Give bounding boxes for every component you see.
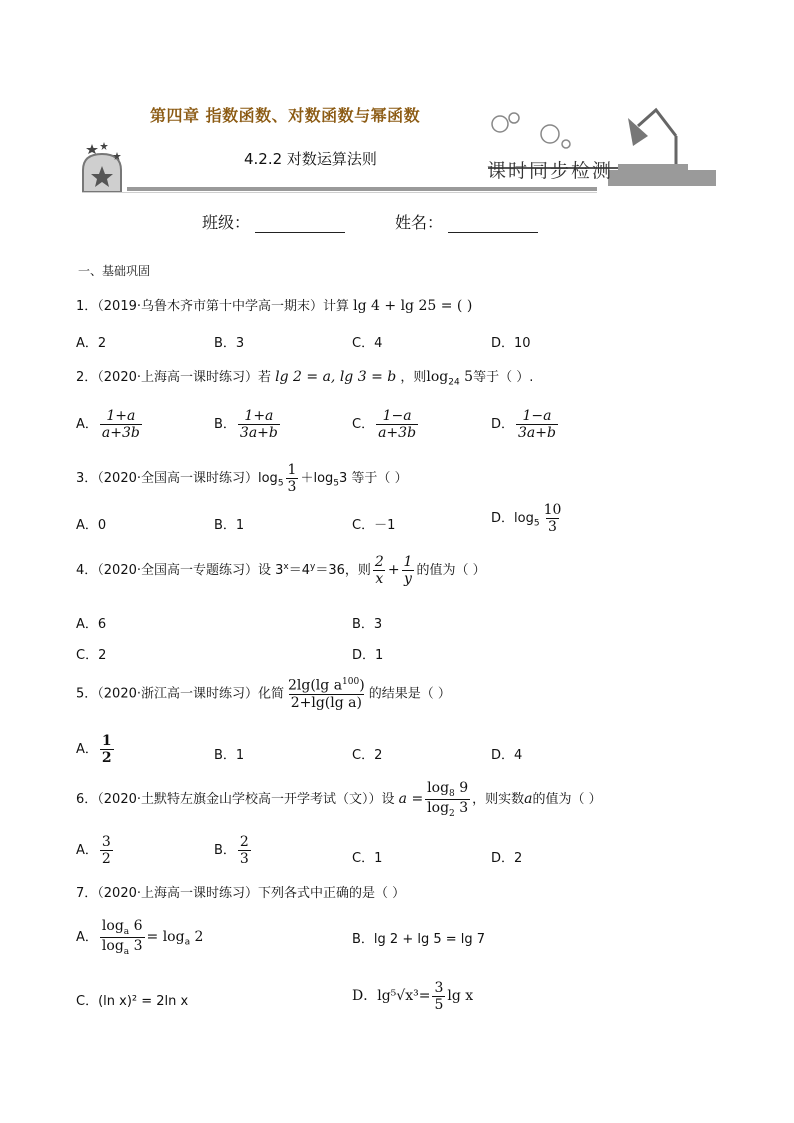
q5-a-label: A． <box>76 742 98 758</box>
q7-option-a[interactable] <box>76 918 203 957</box>
q4-option-b[interactable]: B．3 <box>352 617 383 632</box>
question-2 <box>76 366 533 388</box>
q4-option-c[interactable]: C．2 <box>76 648 107 663</box>
q7-a-num-arg: 6 <box>129 918 143 934</box>
q3-plus: ＋log <box>300 471 334 487</box>
q4-stem: 4．（2020·全国高一专题练习）设 3 <box>76 563 284 579</box>
q3-tail: 3 等于（ ） <box>339 471 408 487</box>
question-5 <box>76 677 451 711</box>
q4-plus: + <box>387 562 400 579</box>
q7-d-end: lg x <box>447 988 474 1005</box>
q3-d-base: 5 <box>533 518 540 529</box>
banner-title: 课时同步检测 <box>487 160 614 182</box>
q2-d-num: 1−a <box>522 408 552 424</box>
q7-option-c[interactable]: C．(ln x)² = 2ln x <box>76 994 189 1009</box>
q3-option-b[interactable]: B．1 <box>214 518 245 533</box>
q6-a-label: A． <box>76 843 98 859</box>
q4-exp-y: y <box>310 561 316 572</box>
q6-b-label: B． <box>214 843 236 859</box>
section-heading: 一、基础巩固 <box>78 264 151 278</box>
q2-a-num: 1+a <box>106 408 136 424</box>
q4-n1: 2 <box>374 554 384 570</box>
q2-expr: lg 2 = a, lg 3 = b <box>275 369 397 385</box>
q5-den: 2+lg(lg a) <box>290 694 362 711</box>
q7-d-eq: = <box>418 988 431 1005</box>
q2-c-label: C． <box>352 417 375 433</box>
q2-d-label: D． <box>491 417 515 433</box>
q5-stem: 5．（2020·浙江高一课时练习）化简 <box>76 686 284 702</box>
q2-option-a[interactable] <box>76 408 144 441</box>
q7-a-rhs: = log <box>146 929 185 946</box>
q1-stem: 1．（2019·乌鲁木齐市第十中学高一期末）计算 <box>76 299 349 314</box>
q5-option-c[interactable]: C．2 <box>352 748 383 763</box>
q5-num-exp: 100 <box>342 677 360 687</box>
q1-option-c[interactable]: C．4 <box>352 336 383 351</box>
q7-option-d[interactable] <box>352 980 473 1013</box>
q7-d-num: 3 <box>434 980 444 996</box>
q7-a-num-base: a <box>123 926 130 937</box>
q6-var: a <box>524 791 533 808</box>
q2-option-b[interactable] <box>214 408 282 441</box>
q6-option-c[interactable]: C．1 <box>352 851 383 866</box>
q3-option-a[interactable]: A．0 <box>76 518 107 533</box>
q1-option-a[interactable]: A．2 <box>76 336 107 351</box>
q2-log-base: 24 <box>448 377 460 388</box>
question-1 <box>76 295 472 314</box>
q6-tail2: 的值为（ ） <box>532 792 602 808</box>
q5-option-a[interactable] <box>76 733 116 766</box>
q3-num: 1 <box>287 462 297 478</box>
question-6 <box>76 780 602 819</box>
class-label: 班级： <box>202 213 251 232</box>
q6-b-num: 2 <box>239 834 249 850</box>
q7-a-den-base: a <box>123 946 130 957</box>
header-emblem <box>80 140 130 195</box>
header-rule-thin <box>82 192 597 193</box>
q4-option-a[interactable]: A．6 <box>76 617 107 632</box>
q4-option-d[interactable]: D．1 <box>352 648 384 663</box>
q6-option-a[interactable] <box>76 834 115 867</box>
q7-a-den-log: log <box>101 938 124 955</box>
q4-d1: x <box>375 571 384 588</box>
q6-stem: 6．（2020·土默特左旗金山学校高一开学考试（文））设 <box>76 792 395 808</box>
q7-a-label: A． <box>76 930 98 946</box>
q2-a-den: a+3b <box>101 425 140 442</box>
q7-d-den: 5 <box>434 997 444 1014</box>
q4-exp-x: x <box>283 561 289 572</box>
q6-den-base: 2 <box>449 808 455 819</box>
q3-base: 5 <box>277 478 284 489</box>
q2-option-d[interactable] <box>491 408 560 441</box>
class-field <box>202 210 345 233</box>
q7-d-label: D．lg <box>352 988 391 1005</box>
q5-option-d[interactable]: D．4 <box>491 748 523 763</box>
q1-option-b[interactable]: B．3 <box>214 336 245 351</box>
q3-option-c[interactable]: C．－1 <box>352 518 396 533</box>
q6-num-log: log <box>427 780 450 796</box>
name-field <box>395 210 538 233</box>
q2-log-arg: 5 <box>459 369 474 385</box>
q2-c-den: a+3b <box>378 425 417 442</box>
q6-den-log: log <box>427 800 450 817</box>
q2-c-num: 1−a <box>382 408 412 424</box>
q4-n2: 1 <box>403 554 413 570</box>
q2-mid: ，则 <box>400 370 427 385</box>
q3-stem: 3．（2020·全国高一课时练习）log <box>76 471 278 487</box>
q5-num-end: ) <box>359 677 365 694</box>
q2-stem: 2．（2020·上海高一课时练习）若 <box>76 370 271 385</box>
q4-d2: y <box>404 571 412 588</box>
question-3 <box>76 462 408 495</box>
q6-a-num: 3 <box>101 834 111 850</box>
q6-den-arg: 3 <box>454 800 469 817</box>
q3-option-d[interactable] <box>491 502 565 535</box>
q3-base2: 5 <box>333 478 340 489</box>
q2-b-label: B． <box>214 417 236 433</box>
q7-option-b[interactable]: B．lg 2 + lg 5 = lg 7 <box>352 932 486 947</box>
q5-tail: 的结果是（ ） <box>368 686 451 702</box>
q5-num: 2lg(lg a <box>288 677 343 694</box>
question-7: 7．（2020·上海高一课时练习）下列各式中正确的是（ ） <box>76 886 406 901</box>
q3-d-den: 3 <box>548 519 557 536</box>
q6-tail: ，则实数 <box>472 792 525 808</box>
q7-a-rhs-arg: 2 <box>190 929 204 946</box>
q7-a-rhs-base: a <box>184 937 191 948</box>
q3-den: 3 <box>287 479 297 496</box>
q7-a-num-log: log <box>101 918 124 934</box>
q2-option-c[interactable] <box>352 408 420 441</box>
q7-d-root: ⁵√x³ <box>390 988 419 1005</box>
name-label: 姓名： <box>395 213 444 232</box>
q2-b-num: 1+a <box>244 408 274 424</box>
q6-a-den: 2 <box>101 851 111 868</box>
q3-d-label: D．log <box>491 511 534 527</box>
q6-lhs: a = <box>398 791 424 808</box>
q5-a-num: 1 <box>101 733 112 749</box>
class-blank[interactable] <box>255 216 345 233</box>
q6-num-base: 8 <box>449 788 455 799</box>
q3-d-num: 10 <box>543 502 562 518</box>
q1-expr: lg 4 + lg 25 = ( ) <box>353 298 473 314</box>
q2-tail: 等于（ ）. <box>473 370 534 385</box>
q4-tail: 的值为（ ） <box>416 563 486 579</box>
name-blank[interactable] <box>448 216 538 233</box>
q2-log: log <box>426 369 449 385</box>
q4-eq2: ＝36，则 <box>315 563 371 579</box>
question-4 <box>76 554 486 587</box>
q4-eq: ＝4 <box>288 563 311 579</box>
q6-num-arg: 9 <box>454 780 469 796</box>
q2-d-den: 3a+b <box>518 425 556 442</box>
q1-option-d[interactable]: D．10 <box>491 336 531 351</box>
chapter-title: 第四章 指数函数、对数函数与幂函数 <box>150 106 421 125</box>
section-title: 4.2.2 对数运算法则 <box>244 150 377 168</box>
q5-option-b[interactable]: B．1 <box>214 748 245 763</box>
q6-b-den: 3 <box>239 851 249 868</box>
q7-a-den-arg: 3 <box>129 938 143 955</box>
q6-option-d[interactable]: D．2 <box>491 851 523 866</box>
q2-b-den: 3a+b <box>239 425 278 442</box>
q6-option-b[interactable] <box>214 834 253 867</box>
q2-a-label: A． <box>76 417 98 433</box>
q5-a-den: 2 <box>101 750 112 767</box>
